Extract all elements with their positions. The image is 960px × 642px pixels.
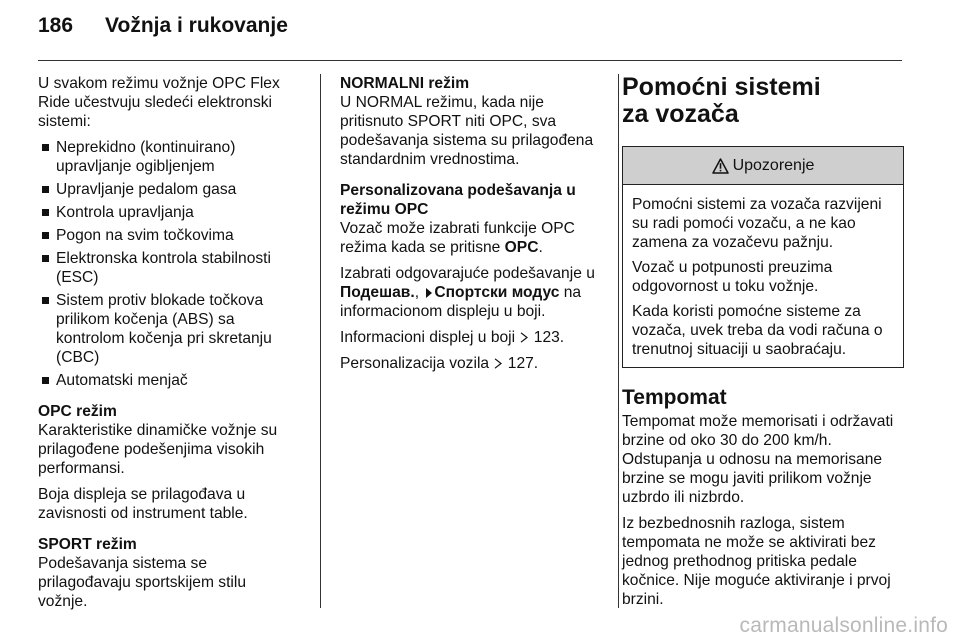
list-item: Sistem protiv blokade točkova prilikom kočenja (ABS) sa kontrolom kočenja pri skretanju (CBC) xyxy=(38,291,296,367)
personalized-settings-heading: Personalizovana podešavanja u režimu OPC xyxy=(340,182,576,218)
warning-header xyxy=(623,147,903,185)
warning-paragraph: Vozač u potpunosti preuzima odgovornost u toku vožnje. xyxy=(632,259,833,295)
vehicle-personalization-ref: Personalizacija vozila 127. xyxy=(340,355,539,372)
system-list xyxy=(38,138,296,390)
sport-mode-text: Podešavanja sistema se prilagođavaju sportskijem stilu vožnje. xyxy=(38,555,247,610)
bullet-icon xyxy=(42,255,49,262)
warning-label: Upozorenje xyxy=(732,157,815,174)
warning-paragraph: Pomoćni sistemi za vozača razvijeni su radi pomoći vozaču, a ne kao zamena za vozačevu pažnju. xyxy=(632,196,882,251)
header-rule xyxy=(38,60,902,61)
list-item: Automatski menjač xyxy=(38,371,296,390)
section-title: Pomoćni sistemi za vozača xyxy=(622,73,821,128)
warning-triangle-icon xyxy=(712,158,729,174)
opc-mode-text: Karakteristike dinamičke vožnje su prilagođene podešenjima visokih performansi. xyxy=(38,422,278,477)
tempomat-heading: Tempomat xyxy=(622,386,727,409)
normal-mode-heading: NORMALNI režim xyxy=(340,75,470,92)
opc-display-text: Boja displeja se prilagođava u zavisnosti od instrument table. xyxy=(38,486,248,522)
color-display-ref: Informacioni displej u boji 123. xyxy=(340,329,565,346)
sport-mode-heading: SPORT režim xyxy=(38,536,137,553)
list-item: Kontrola upravljanja xyxy=(38,203,296,222)
column-left xyxy=(38,74,296,618)
column-right xyxy=(622,74,904,616)
page-reference-icon xyxy=(520,332,528,343)
list-item: Pogon na svim točkovima xyxy=(38,226,296,245)
column-middle xyxy=(340,74,606,380)
list-item: Neprekidno (kontinuirano) upravljanje ogibljenjem xyxy=(38,138,296,176)
bullet-icon xyxy=(42,144,49,151)
page-number: 186 xyxy=(38,14,74,37)
bullet-icon xyxy=(42,209,49,216)
column-divider xyxy=(320,74,321,608)
tempomat-paragraph: Iz bezbednosnih razloga, sistem tempomata ne može se aktivirati bez jednog prethodnog pritiska pedale kočnice. Nije moguće aktiviranje i prvoj brzini. xyxy=(622,515,891,608)
bullet-icon xyxy=(42,232,49,239)
normal-mode-text: U NORMAL režimu, kada nije pritisnuto SPORT niti OPC, sva podešavanja sistema su prilagođena standardnim vrednostima. xyxy=(340,94,594,168)
bullet-icon xyxy=(42,297,49,304)
warning-body xyxy=(623,185,903,367)
opc-mode-heading: OPC režim xyxy=(38,403,117,420)
bullet-icon xyxy=(42,186,49,193)
chapter-title: Vožnja i rukovanje xyxy=(105,14,288,37)
list-item: Elektronska kontrola stabilnosti (ESC) xyxy=(38,249,296,287)
bullet-icon xyxy=(42,377,49,384)
warning-paragraph: Kada koristi pomoćne sisteme za vozača, uvek treba da vodi računa o trenutnoj situaciji u saobraćaju. xyxy=(632,303,883,358)
list-item: Upravljanje pedalom gasa xyxy=(38,180,296,199)
personalized-settings-text: Vozač može izabrati funkcije OPC režima kada se pritisne OPC. xyxy=(340,220,575,256)
warning-box xyxy=(622,146,904,368)
tempomat-paragraph: Tempomat može memorisati i održavati brzine od oko 30 do 200 km/h. Odstupanja u odnosu na memorisane brzine se mogu javiti prilikom vožnje uzbrdo ili nizbrdo. xyxy=(622,413,894,506)
menu-arrow-icon xyxy=(425,288,432,298)
page-reference-icon xyxy=(494,358,502,369)
page-header xyxy=(38,14,288,54)
column-divider xyxy=(618,74,619,608)
watermark: carmanualsonline.info xyxy=(739,614,948,637)
intro-paragraph: U svakom režimu vožnje OPC Flex Ride učestvuju sledeći elektronski sistemi: xyxy=(38,75,280,130)
select-setting-text: Izabrati odgovarajuće podešavanje u Подешав., Спортски модус na informacionom displeju u boji. xyxy=(340,265,595,320)
